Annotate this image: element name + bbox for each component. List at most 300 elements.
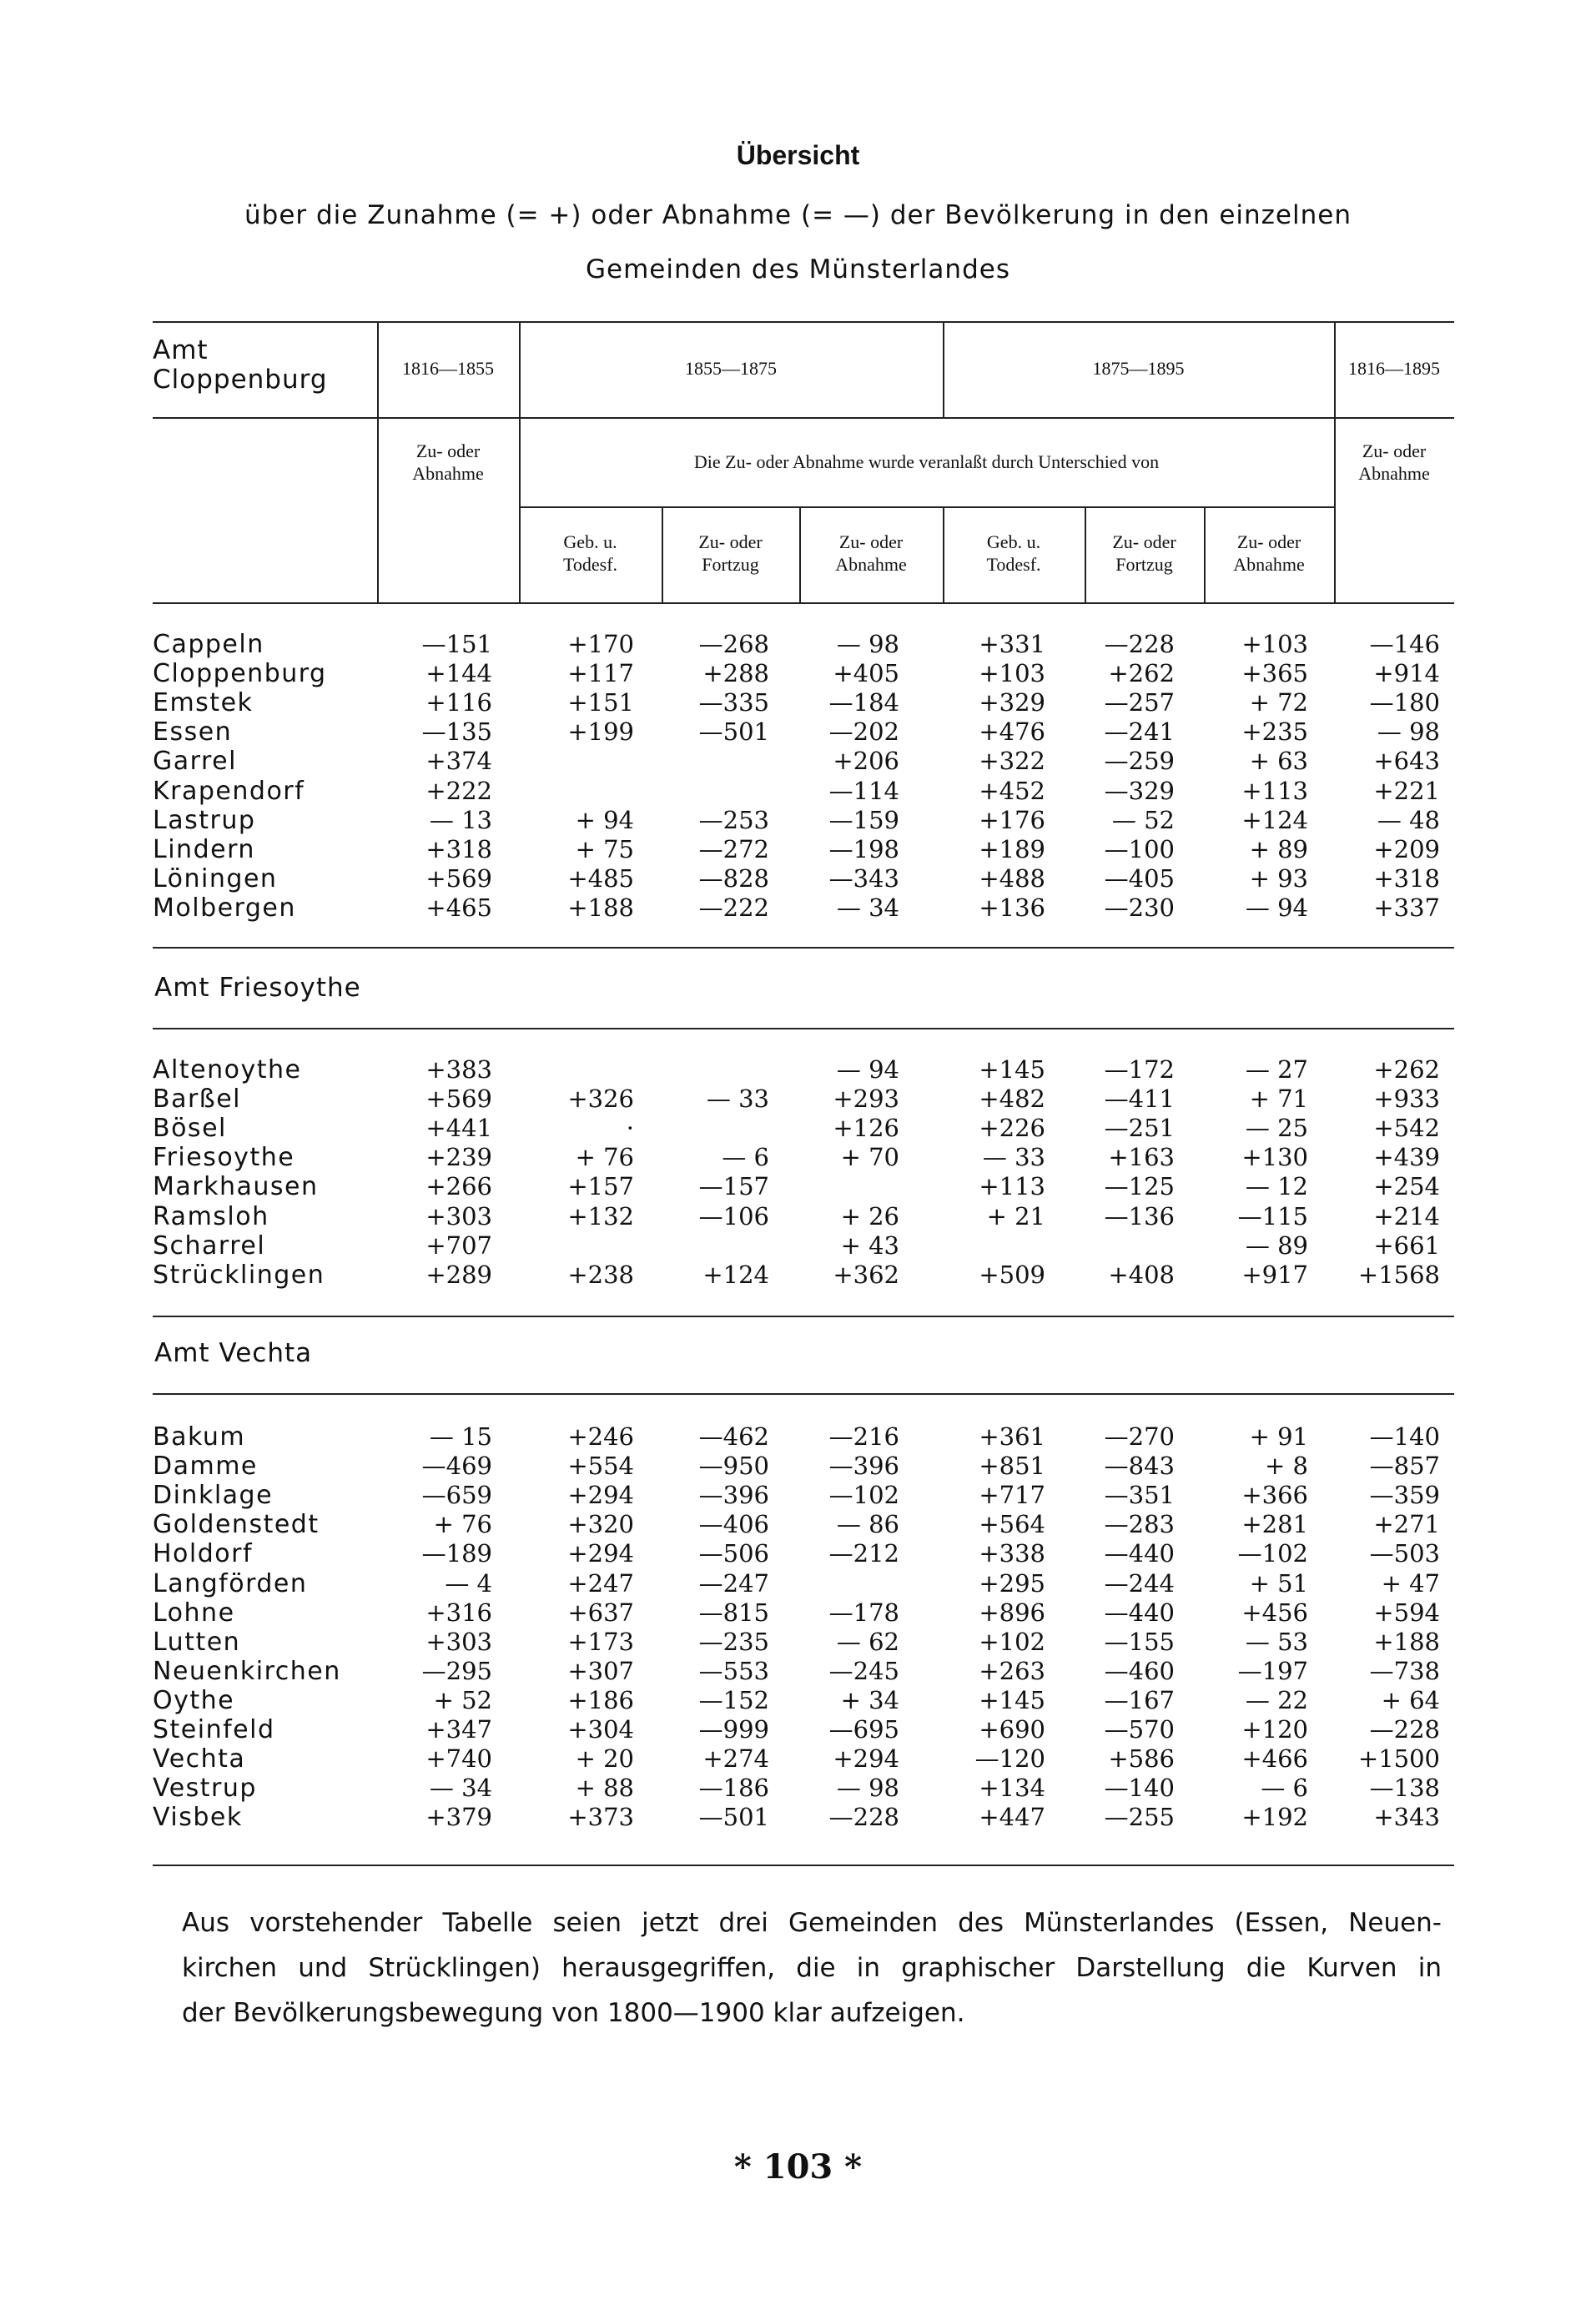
header-period-rule (153, 417, 1454, 419)
table-cell: +318 (425, 834, 492, 863)
table-cell: — 13 (429, 805, 492, 834)
table-cell: —295 (421, 1656, 492, 1685)
table-cell: —138 (1369, 1774, 1440, 1803)
table-row (0, 1774, 1596, 1803)
table-row (0, 1481, 1596, 1510)
table-cell: — 62 (836, 1627, 899, 1656)
table-cell: —102 (1237, 1539, 1308, 1568)
municipality-name: Steinfeld (153, 1715, 275, 1744)
table-cell: +262 (1108, 659, 1175, 688)
table-cell: +917 (1241, 1260, 1308, 1289)
table-row (0, 893, 1596, 923)
table-cell: + 20 (575, 1744, 634, 1774)
table-cell: +132 (567, 1201, 634, 1231)
table-cell: —151 (421, 630, 492, 658)
table-cell: —351 (1104, 1481, 1175, 1510)
municipality-name: Barßel (153, 1085, 241, 1115)
table-cell: —216 (828, 1422, 899, 1451)
header-cause-rule (519, 506, 1334, 508)
table-cell: +569 (425, 1085, 492, 1114)
table-cell: + 75 (575, 834, 634, 863)
subheader-births-deaths: Geb. u. Todesf. (562, 531, 618, 575)
table-cell: —411 (1104, 1085, 1175, 1114)
table-cell: — 6 (1261, 1774, 1308, 1803)
table-cell: —247 (698, 1568, 769, 1598)
municipality-name: Krapendorf (153, 776, 305, 806)
municipality-name: Garrel (153, 747, 237, 777)
table-cell: —228 (1369, 1715, 1440, 1744)
table-cell: +316 (425, 1598, 492, 1627)
cause-header: Die Zu- oder Abnahme wurde veranlaßt durch Unterschied von (693, 451, 1160, 472)
zu-oder-abnahme-header: Zu- oder Abnahme (412, 440, 484, 484)
table-cell: +136 (979, 893, 1045, 922)
table-cell: +337 (1373, 893, 1440, 922)
table-cell: —738 (1369, 1656, 1440, 1685)
page-title: Übersicht (736, 140, 860, 170)
table-cell: —228 (828, 1803, 899, 1832)
table-cell: —222 (698, 893, 769, 922)
table-cell: —114 (828, 776, 899, 805)
table-row (0, 1172, 1596, 1201)
period-1816-1895: 1816—1895 (1348, 358, 1440, 379)
table-cell: —152 (698, 1685, 769, 1714)
body-paragraph (182, 1900, 1442, 2036)
table-cell: — 48 (1377, 805, 1440, 834)
subheader-migration: Zu- oder Fortzug (698, 531, 763, 575)
table-cell: +365 (1241, 659, 1308, 688)
table-cell: —125 (1104, 1172, 1175, 1201)
table-cell: — 22 (1245, 1685, 1308, 1714)
municipality-name: Ramsloh (153, 1201, 269, 1231)
table-cell: +206 (833, 747, 899, 776)
municipality-name: Friesoythe (153, 1143, 295, 1173)
table-row (0, 1657, 1596, 1686)
table-cell: +717 (979, 1481, 1045, 1510)
municipality-name: Lohne (153, 1598, 235, 1628)
table-cell: +145 (979, 1685, 1045, 1714)
table-cell: +239 (425, 1143, 492, 1172)
table-cell: +318 (1373, 863, 1440, 893)
municipality-name: Emstek (153, 688, 254, 718)
subheader-births-deaths: Geb. u. Todesf. (986, 531, 1041, 575)
table-cell: —815 (698, 1598, 769, 1627)
municipality-name: Vechta (153, 1744, 246, 1774)
table-cell: —155 (1104, 1627, 1175, 1656)
table-row (0, 1744, 1596, 1774)
table-row (0, 835, 1596, 864)
table-cell: —115 (1237, 1201, 1308, 1231)
table-cell: —440 (1104, 1539, 1175, 1568)
table-cell: +338 (979, 1539, 1045, 1568)
municipality-name: Strücklingen (153, 1260, 325, 1290)
table-cell: +569 (425, 863, 492, 893)
table-cell: +374 (425, 747, 492, 776)
table-cell: — 25 (1245, 1114, 1308, 1143)
table-cell: +294 (567, 1481, 634, 1510)
table-cell: +740 (425, 1744, 492, 1774)
municipality-name: Holdorf (153, 1539, 254, 1569)
table-row (0, 806, 1596, 835)
table-row (0, 864, 1596, 893)
table-cell: + 71 (1249, 1085, 1308, 1114)
section-rule (153, 1393, 1454, 1395)
table-cell: —828 (698, 863, 769, 893)
table-cell: + 76 (433, 1510, 492, 1539)
table-cell: — 52 (1111, 805, 1175, 834)
table-cell: —270 (1104, 1422, 1175, 1451)
table-cell: —259 (1104, 747, 1175, 776)
table-cell: —469 (421, 1452, 492, 1481)
table-cell: —659 (421, 1481, 492, 1510)
table-cell: +439 (1373, 1143, 1440, 1172)
municipality-name: Molbergen (153, 893, 296, 923)
table-cell: +124 (1241, 805, 1308, 834)
table-row (0, 659, 1596, 688)
table-row (0, 1114, 1596, 1143)
table-cell: +452 (979, 776, 1045, 805)
municipality-name: Essen (153, 717, 233, 747)
table-row (0, 1598, 1596, 1628)
subheader-change: Zu- oder Abnahme (835, 531, 907, 575)
period-1875-1895: 1875—1895 (1092, 358, 1185, 379)
table-cell: +373 (567, 1803, 634, 1832)
table-cell: — 6 (722, 1143, 769, 1172)
table-cell: +113 (1241, 776, 1308, 805)
table-cell: +170 (567, 630, 634, 658)
table-cell: —178 (828, 1598, 899, 1627)
table-cell: +130 (1241, 1143, 1308, 1172)
municipality-name: Lutten (153, 1627, 241, 1657)
table-cell: +263 (979, 1656, 1045, 1685)
table-row (0, 1055, 1596, 1085)
table-cell: —197 (1237, 1656, 1308, 1685)
table-row (0, 1452, 1596, 1481)
table-cell: —460 (1104, 1656, 1175, 1685)
municipality-name: Bakum (153, 1422, 246, 1452)
table-cell: +476 (979, 717, 1045, 747)
table-cell: +851 (979, 1452, 1045, 1481)
table-cell: +113 (979, 1172, 1045, 1201)
table-cell: +124 (702, 1260, 769, 1289)
table-cell: +294 (833, 1744, 899, 1774)
table-cell: —257 (1104, 688, 1175, 717)
table-cell: —146 (1369, 630, 1440, 658)
table-cell: +288 (702, 659, 769, 688)
table-cell: +322 (979, 747, 1045, 776)
table-cell: —159 (828, 805, 899, 834)
table-cell: —501 (698, 717, 769, 747)
table-cell: +157 (567, 1172, 634, 1201)
table-cell: +221 (1373, 776, 1440, 805)
table-row (0, 717, 1596, 747)
section-rule (153, 1316, 1454, 1317)
municipality-name: Scharrel (153, 1231, 266, 1261)
table-cell: + 88 (575, 1774, 634, 1803)
table-cell: —136 (1104, 1201, 1175, 1231)
table-row (0, 1628, 1596, 1657)
subheader-migration: Zu- oder Fortzug (1112, 531, 1176, 575)
table-cell: +488 (979, 863, 1045, 893)
header-top-rule (153, 321, 1454, 323)
municipality-name: Cloppenburg (153, 659, 327, 689)
table-cell: +456 (1241, 1598, 1308, 1627)
table-cell: — 34 (429, 1774, 492, 1803)
table-cell: + 63 (1249, 747, 1308, 776)
table-row (0, 1686, 1596, 1715)
table-cell: +303 (425, 1201, 492, 1231)
table-cell: +933 (1373, 1085, 1440, 1114)
municipality-name: Lindern (153, 834, 255, 864)
table-cell: +271 (1373, 1510, 1440, 1539)
table-cell: —255 (1104, 1803, 1175, 1832)
table-cell: —405 (1104, 863, 1175, 893)
table-cell: +465 (425, 893, 492, 922)
table-cell: +896 (979, 1598, 1045, 1627)
period-1855-1875: 1855—1875 (685, 358, 777, 379)
table-cell: +163 (1108, 1143, 1175, 1172)
municipality-name: Löningen (153, 863, 278, 893)
table-cell: + 70 (840, 1143, 899, 1172)
table-cell: — 94 (836, 1055, 899, 1084)
municipality-name: Markhausen (153, 1172, 319, 1202)
table-cell: + 34 (840, 1685, 899, 1714)
table-cell: +192 (1241, 1803, 1308, 1832)
table-cell: —251 (1104, 1114, 1175, 1143)
table-cell: + 76 (575, 1143, 634, 1172)
paragraph-line: der Bevölkerungsbewegung von 1800—1900 klar aufzeigen. (182, 1998, 965, 2028)
table-row (0, 1143, 1596, 1172)
table-cell: +485 (567, 863, 634, 893)
table-cell: —244 (1104, 1568, 1175, 1598)
paragraph-line: Aus vorstehender Tabelle seien jetzt drei Gemeinden des Münsterlandes (Essen, Neuen- (182, 1908, 1442, 1938)
table-cell: — 33 (982, 1143, 1045, 1172)
municipality-name: Neuenkirchen (153, 1656, 341, 1686)
table-cell: — 4 (445, 1568, 492, 1598)
table-row (0, 1202, 1596, 1231)
table-cell: +199 (567, 717, 634, 747)
table-cell: +347 (425, 1715, 492, 1744)
table-cell: +509 (979, 1260, 1045, 1289)
table-cell: +188 (1373, 1627, 1440, 1656)
subheader-change: Zu- oder Abnahme (1233, 531, 1305, 575)
table-cell: —329 (1104, 776, 1175, 805)
table-cell: +262 (1373, 1055, 1440, 1084)
table-cell: +134 (979, 1774, 1045, 1803)
table-cell: +707 (425, 1231, 492, 1260)
table-row (0, 1715, 1596, 1744)
table-cell: +466 (1241, 1744, 1308, 1774)
table-cell: — 98 (836, 1774, 899, 1803)
table-cell: +320 (567, 1510, 634, 1539)
table-cell: + 26 (840, 1201, 899, 1231)
table-cell: —396 (828, 1452, 899, 1481)
table-cell: +103 (979, 659, 1045, 688)
table-cell: —184 (828, 688, 899, 717)
municipality-name: Dinklage (153, 1481, 274, 1511)
section-title-vechta: Amt Vechta (154, 1338, 313, 1368)
table-cell: +145 (979, 1055, 1045, 1084)
table-cell: —167 (1104, 1685, 1175, 1714)
table-cell: +246 (567, 1422, 634, 1451)
table-cell: +289 (425, 1260, 492, 1289)
table-row (0, 1231, 1596, 1261)
table-cell: +120 (1241, 1715, 1308, 1744)
table-cell: +226 (979, 1114, 1045, 1143)
table-cell: +303 (425, 1627, 492, 1656)
table-cell: +151 (567, 688, 634, 717)
table-row (0, 1569, 1596, 1598)
table-cell: —857 (1369, 1452, 1440, 1481)
table-cell: —228 (1104, 630, 1175, 658)
table-cell: — 34 (836, 893, 899, 922)
table-cell: +103 (1241, 630, 1308, 658)
table-cell: — 86 (836, 1510, 899, 1539)
table-cell: +102 (979, 1627, 1045, 1656)
table-cell: —202 (828, 717, 899, 747)
table-cell: +361 (979, 1422, 1045, 1451)
table-cell: —253 (698, 805, 769, 834)
table-cell: —268 (698, 630, 769, 658)
section-rule (153, 1028, 1454, 1029)
table-cell: +441 (425, 1114, 492, 1143)
table-cell: +176 (979, 805, 1045, 834)
table-cell: +238 (567, 1260, 634, 1289)
table-cell: +379 (425, 1803, 492, 1832)
municipality-name: Goldenstedt (153, 1510, 320, 1540)
table-cell: —283 (1104, 1510, 1175, 1539)
table-cell: + 91 (1249, 1422, 1308, 1451)
table-cell: +408 (1108, 1260, 1175, 1289)
table-cell: + 47 (1381, 1568, 1440, 1598)
municipality-name: Lastrup (153, 805, 256, 835)
table-cell: + 52 (433, 1685, 492, 1714)
table-cell: — 98 (836, 630, 899, 658)
table-cell: — 98 (1377, 717, 1440, 747)
table-row (0, 747, 1596, 776)
table-cell: +329 (979, 688, 1045, 717)
table-cell: +326 (567, 1085, 634, 1114)
table-cell: +564 (979, 1510, 1045, 1539)
table-cell: +554 (567, 1452, 634, 1481)
table-cell: —999 (698, 1715, 769, 1744)
table-cell: + 21 (986, 1201, 1045, 1231)
table-row (0, 688, 1596, 717)
table-cell: —335 (698, 688, 769, 717)
table-cell: +222 (425, 776, 492, 805)
table-cell: +281 (1241, 1510, 1308, 1539)
table-cell: —553 (698, 1656, 769, 1685)
table-cell: —212 (828, 1539, 899, 1568)
table-cell: —462 (698, 1422, 769, 1451)
table-cell: +643 (1373, 747, 1440, 776)
table-cell: +383 (425, 1055, 492, 1084)
header-amt-label: Amt (153, 335, 209, 365)
period-1816-1855: 1816—1855 (402, 358, 494, 379)
table-cell: + 51 (1249, 1568, 1308, 1598)
table-subtitle-line-1: über die Zunahme (= +) oder Abnahme (= —) der Bevölkerung in den einzelnen (244, 200, 1352, 230)
table-cell: +214 (1373, 1201, 1440, 1231)
municipality-name: Bösel (153, 1114, 227, 1144)
table-cell: +274 (702, 1744, 769, 1774)
table-cell: +405 (833, 659, 899, 688)
table-cell: —501 (698, 1803, 769, 1832)
table-cell: — 53 (1245, 1627, 1308, 1656)
table-cell: —198 (828, 834, 899, 863)
table-cell: +235 (1241, 717, 1308, 747)
table-cell: +188 (567, 893, 634, 922)
municipality-name: Langförden (153, 1568, 308, 1598)
table-cell: +144 (425, 659, 492, 688)
table-cell: —140 (1369, 1422, 1440, 1451)
municipality-name: Damme (153, 1452, 258, 1482)
table-bottom-rule (153, 1865, 1454, 1866)
table-cell: —120 (974, 1744, 1045, 1774)
table-cell: —843 (1104, 1452, 1175, 1481)
table-cell: +1500 (1357, 1744, 1440, 1774)
table-cell: + 64 (1381, 1685, 1440, 1714)
table-row (0, 1510, 1596, 1539)
municipality-name: Visbek (153, 1803, 243, 1833)
table-cell: —157 (698, 1172, 769, 1201)
table-cell: + 93 (1249, 863, 1308, 893)
table-cell: +482 (979, 1085, 1045, 1114)
table-cell: —106 (698, 1201, 769, 1231)
table-row (0, 1422, 1596, 1452)
table-cell: —272 (698, 834, 769, 863)
table-cell: +914 (1373, 659, 1440, 688)
table-cell: —440 (1104, 1598, 1175, 1627)
table-cell: +304 (567, 1715, 634, 1744)
table-cell: —241 (1104, 717, 1175, 747)
table-cell: +586 (1108, 1744, 1175, 1774)
table-cell: —503 (1369, 1539, 1440, 1568)
table-cell: —102 (828, 1481, 899, 1510)
table-cell: —695 (828, 1715, 899, 1744)
table-cell: +293 (833, 1085, 899, 1114)
table-cell: +366 (1241, 1481, 1308, 1510)
table-cell: +542 (1373, 1114, 1440, 1143)
table-cell: —343 (828, 863, 899, 893)
table-cell: +186 (567, 1685, 634, 1714)
table-cell: +209 (1373, 834, 1440, 863)
table-cell: · (626, 1114, 634, 1143)
table-row (0, 1803, 1596, 1832)
table-cell: +254 (1373, 1172, 1440, 1201)
table-cell: —230 (1104, 893, 1175, 922)
table-cell: — 94 (1245, 893, 1308, 922)
table-cell: +1568 (1357, 1260, 1440, 1289)
table-cell: +117 (567, 659, 634, 688)
table-cell: —950 (698, 1452, 769, 1481)
table-cell: +295 (979, 1568, 1045, 1598)
table-cell: +173 (567, 1627, 634, 1656)
table-cell: — 89 (1245, 1231, 1308, 1260)
zu-oder-abnahme-header: Zu- oder Abnahme (1358, 440, 1430, 484)
table-cell: +247 (567, 1568, 634, 1598)
table-cell: —406 (698, 1510, 769, 1539)
table-cell: +637 (567, 1598, 634, 1627)
table-cell: +447 (979, 1803, 1045, 1832)
table-cell: + 72 (1249, 688, 1308, 717)
table-cell: +362 (833, 1260, 899, 1289)
header-bottom-rule (153, 602, 1454, 604)
table-subtitle-line-2: Gemeinden des Münsterlandes (586, 254, 1010, 284)
table-cell: +307 (567, 1656, 634, 1685)
table-cell: — 12 (1245, 1172, 1308, 1201)
municipality-name: Oythe (153, 1685, 235, 1715)
table-cell: —245 (828, 1656, 899, 1685)
table-cell: — 15 (429, 1422, 492, 1451)
